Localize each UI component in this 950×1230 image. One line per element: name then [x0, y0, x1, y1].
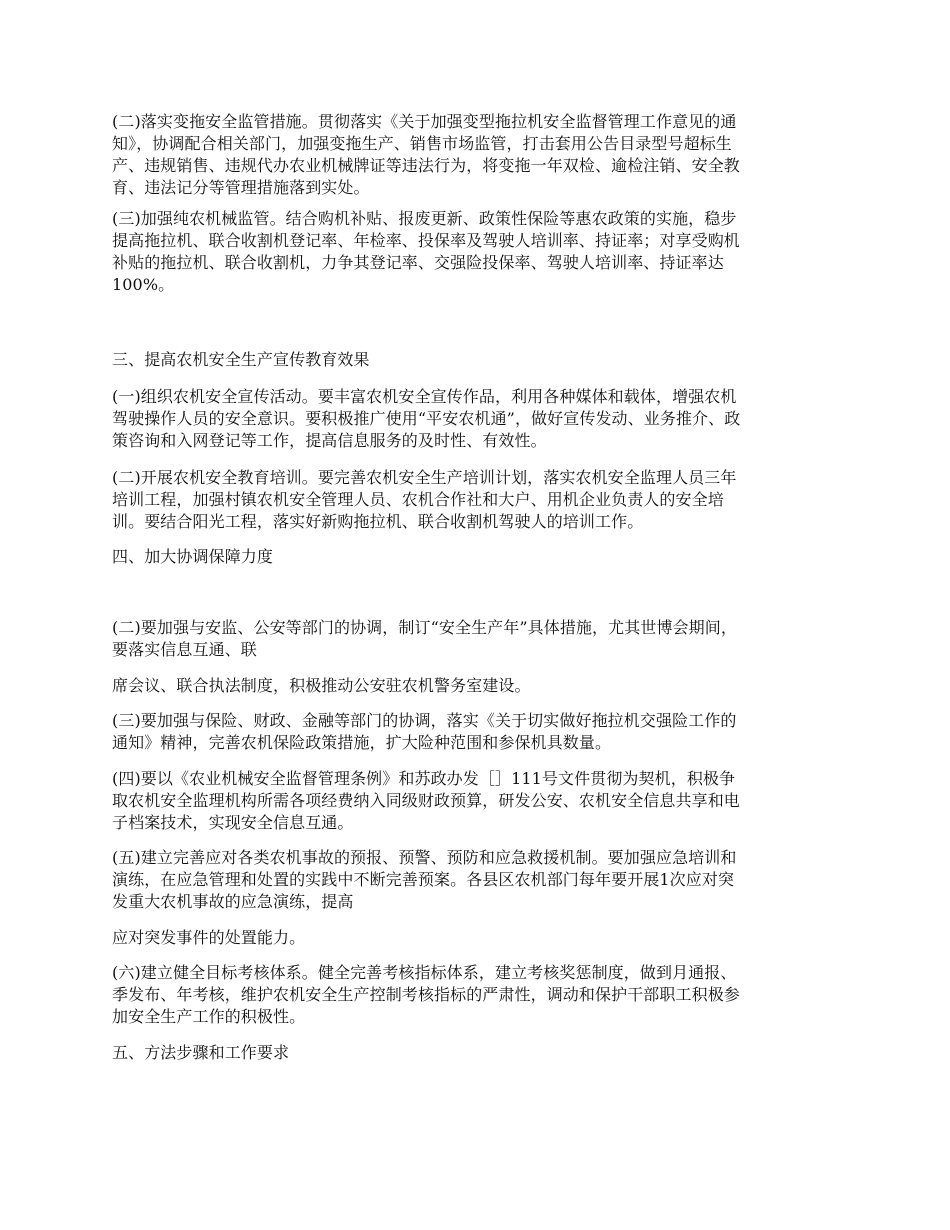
- heading-text: 四、加大协调保障力度: [112, 547, 274, 566]
- text-line: 席会议、联合执法制度，积极推动公安驻农机警务室建设。: [112, 676, 531, 695]
- text-line: 发重大农机事故的应急演练，提高: [112, 892, 354, 911]
- paragraph-target-assessment: [112, 962, 842, 1028]
- section-heading-5: [112, 1042, 842, 1064]
- text-line: 提高拖拉机、联合收割机登记率、年检率、投保率及驾驶人培训率、持证率；对享受购机: [112, 231, 740, 250]
- text-line: 取农机安全监理机构所需各项经费纳入同级财政预算，研发公安、农机安全信息共享和电: [112, 791, 740, 810]
- paragraph-variant-tractor-supervision: [112, 111, 842, 199]
- text-line: (一)组织农机安全宣传活动。要丰富农机安全宣传作品，利用各种媒体和载体，增强农机: [112, 387, 737, 406]
- heading-text: 五、方法步骤和工作要求: [112, 1043, 290, 1062]
- text-line: (五)建立完善应对各类农机事故的预报、预警、预防和应急救援机制。要加强应急培训和: [112, 848, 737, 867]
- paragraph-coordination-safety-police: [112, 617, 842, 661]
- text-line: 补贴的拖拉机、联合收割机，力争其登记率、交强险投保率、驾驶人培训率、持证率达: [112, 253, 724, 272]
- heading-text: 三、提高农机安全生产宣传教育效果: [112, 350, 370, 369]
- text-line: 加安全生产工作的积极性。: [112, 1007, 306, 1026]
- text-line: (二)要加强与安监、公安等部门的协调，制订“安全生产年”具体措施，尤其世博会期间，: [112, 618, 737, 637]
- text-line: 育、违法记分等管理措施落到实处。: [112, 178, 370, 197]
- text-line: (二)落实变拖安全监管措施。贯彻落实《关于加强变型拖拉机安全监督管理工作意见的通: [112, 112, 737, 131]
- text-line: 演练，在应急管理和处置的实践中不断完善预案。各县区农机部门每年要开展1次应对突: [112, 870, 735, 889]
- text-line: 要落实信息互通、联: [112, 640, 257, 659]
- text-line: 应对突发事件的处置能力。: [112, 928, 306, 947]
- paragraph-emergency-mechanism: [112, 847, 842, 913]
- text-line: 产、违规销售、违规代办农业机械牌证等违法行为，将变拖一年双检、逾检注销、安全教: [112, 156, 740, 175]
- section-heading-3: [112, 349, 842, 371]
- text-line: 通知》精神，完善农机保险政策措施，扩大险种范围和参保机具数量。: [112, 733, 612, 752]
- text-line: 季发布、年考核，维护农机安全生产控制考核指标的严肃性，调动和保护干部职工积极参: [112, 985, 740, 1004]
- text-line: 培训工程，加强村镇农机安全管理人员、农机合作社和大户、用机企业负责人的安全培: [112, 490, 724, 509]
- text-line: (三)加强纯农机械监管。结合购机补贴、报废更新、政策性保险等惠农政策的实施，稳步: [112, 209, 737, 228]
- paragraph-regulation-funding: [112, 768, 842, 834]
- paragraph-emergency-capability: [112, 927, 842, 949]
- paragraph-safety-publicity: [112, 386, 842, 452]
- text-line: 驾驶操作人员的安全意识。要积极推广使用“平安农机通”，做好宣传发动、业务推介、政: [112, 409, 741, 428]
- text-line: 子档案技术，实现安全信息互通。: [112, 813, 354, 832]
- paragraph-safety-training: [112, 467, 842, 533]
- section-heading-4: [112, 546, 842, 568]
- paragraph-joint-meeting: [112, 675, 842, 697]
- text-line: 训。要结合阳光工程，落实好新购拖拉机、联合收割机驾驶人的培训工作。: [112, 512, 644, 531]
- text-line: (四)要以《农业机械安全监督管理条例》和苏政办发［］111号文件贯彻为契机，积极争: [112, 769, 736, 788]
- text-line: 100%。: [112, 275, 175, 294]
- text-line: 知》，协调配合相关部门，加强变拖生产、销售市场监管，打击套用公告目录型号超标生: [112, 134, 732, 153]
- text-line: (三)要加强与保险、财政、金融等部门的协调，落实《关于切实做好拖拉机交强险工作的: [112, 711, 737, 730]
- text-line: 策咨询和入网登记等工作，提高信息服务的及时性、有效性。: [112, 431, 547, 450]
- paragraph-insurance-coordination: [112, 710, 842, 754]
- paragraph-pure-farm-machinery: [112, 208, 842, 296]
- text-line: (二)开展农机安全教育培训。要完善农机安全生产培训计划，落实农机安全监理人员三年: [112, 468, 737, 487]
- text-line: (六)建立健全目标考核体系。健全完善考核指标体系，建立考核奖惩制度，做到月通报、: [112, 963, 737, 982]
